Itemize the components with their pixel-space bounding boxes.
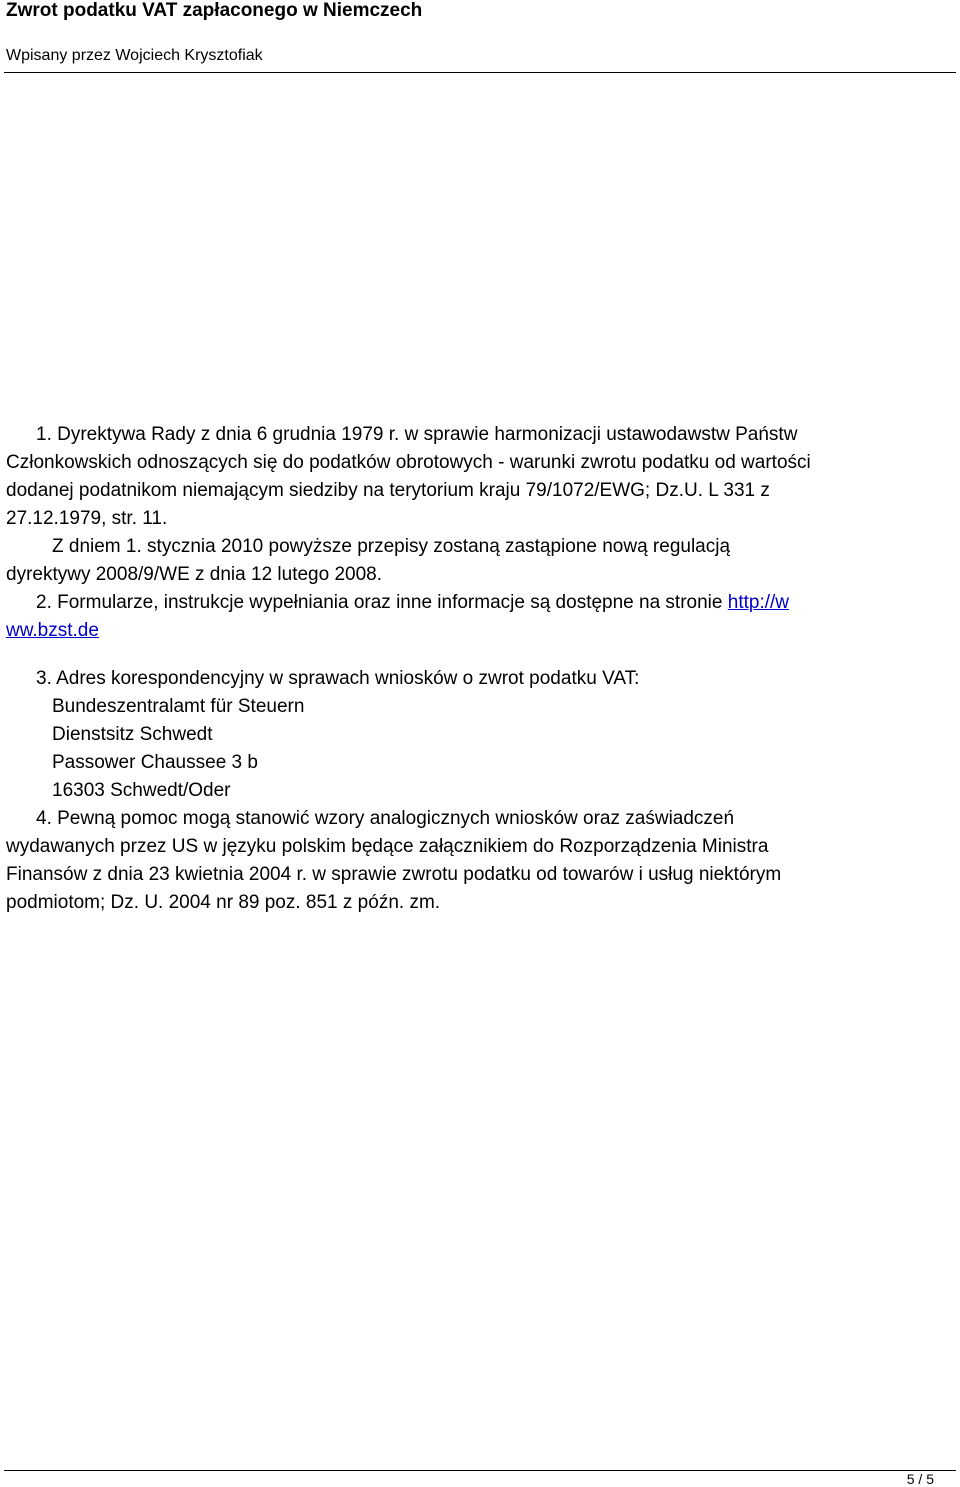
address-line-2: Dienstsitz Schwedt	[52, 724, 213, 745]
header-divider	[4, 72, 956, 73]
address-line-1: Bundeszentralamt für Steuern	[52, 696, 305, 717]
address-line-4: 16303 Schwedt/Oder	[52, 780, 231, 801]
document-title: Zwrot podatku VAT zapłaconego w Niemczech	[6, 0, 423, 21]
footnote-1-line-1: 1. Dyrektywa Rady z dnia 6 grudnia 1979 r. w sprawie harmonizacji ustawodawstw Państw	[36, 424, 798, 445]
bzst-link-part-1[interactable]: http://w	[727, 592, 789, 613]
footnote-1-line-5: Z dniem 1. stycznia 2010 powyższe przepisy zostaną zastąpione nową regulacją	[52, 536, 731, 557]
document-author: Wpisany przez Wojciech Krysztofiak	[6, 47, 263, 64]
footer-divider	[4, 1470, 956, 1471]
footnote-1-line-6: dyrektywy 2008/9/WE z dnia 12 lutego 2008.	[6, 564, 383, 585]
footnote-1-line-2: Członkowskich odnoszących się do podatków obrotowych - warunki zwrotu podatku od wartości	[6, 452, 811, 473]
footnote-2	[6, 589, 951, 617]
footnote-4-line-1: 4. Pewną pomoc mogą stanowić wzory analogicznych wniosków oraz zaświadczeń	[36, 808, 735, 829]
address-line-3: Passower Chaussee 3 b	[52, 752, 258, 773]
page-number: 5 / 5	[906, 1471, 934, 1487]
footnote-4-line-2: wydawanych przez US w języku polskim będące załącznikiem do Rozporządzenia Ministra	[6, 836, 769, 857]
spacer	[6, 645, 951, 665]
footnote-4-line-3: Finansów z dnia 23 kwietnia 2004 r. w sprawie zwrotu podatku od towarów i usług niektórym	[6, 864, 782, 885]
footnote-2-link-wrap	[6, 617, 951, 645]
footnotes-section	[6, 421, 951, 917]
footnote-1-line-3: dodanej podatnikom niemającym siedziby na terytorium kraju 79/1072/EWG; Dz.U. L 331 z	[6, 480, 770, 501]
bzst-link-part-2[interactable]: ww.bzst.de	[6, 620, 99, 641]
footnote-2-text: 2. Formularze, instrukcje wypełniania oraz inne informacje są dostępne na stronie	[36, 592, 728, 613]
footnote-1-line-4: 27.12.1979, str. 11.	[6, 508, 168, 529]
page-header	[6, 0, 956, 64]
footnote-4-line-4: podmiotom; Dz. U. 2004 nr 89 poz. 851 z późn. zm.	[6, 892, 441, 913]
footnote-3-line-1: 3. Adres korespondencyjny w sprawach wniosków o zwrot podatku VAT:	[36, 668, 640, 689]
